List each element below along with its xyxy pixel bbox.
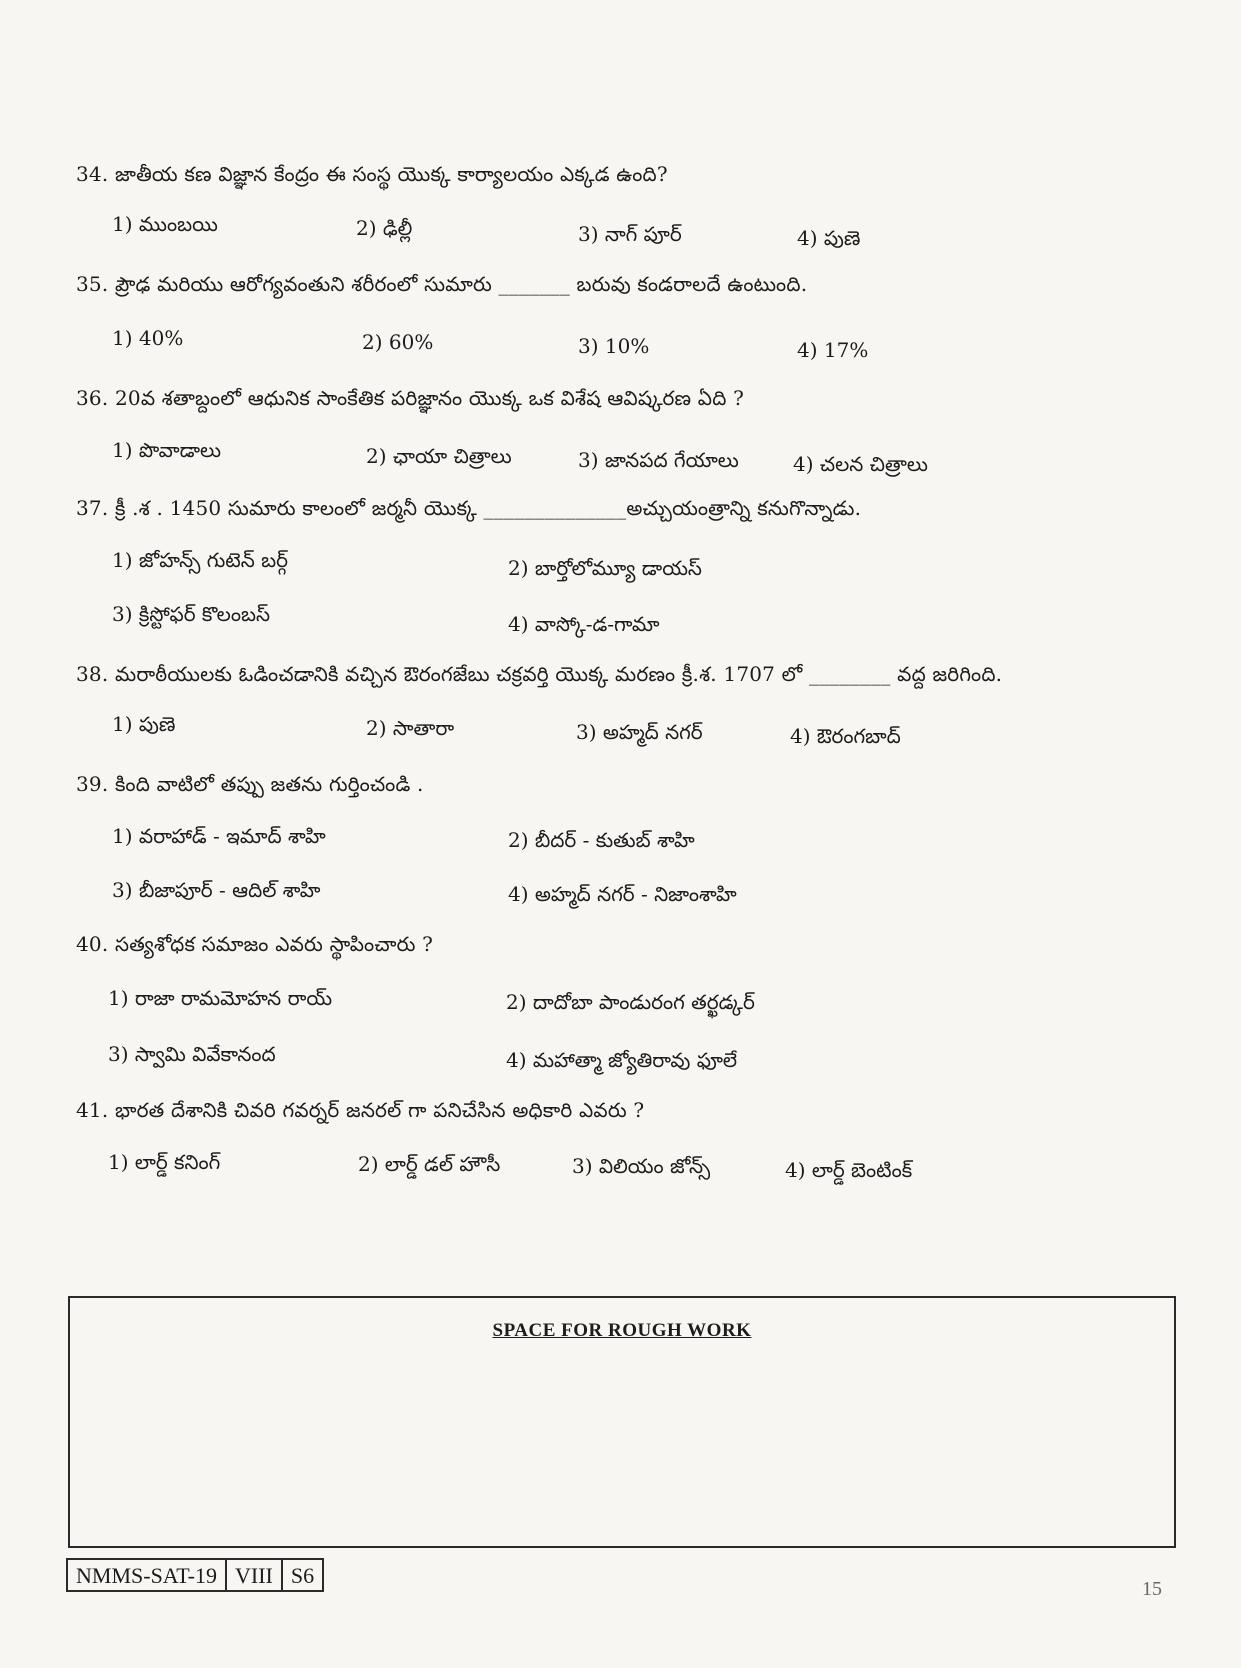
q38-option-2: 2) సాతారా bbox=[366, 716, 455, 740]
q34-option-3: 3) నాగ్ పూర్ bbox=[578, 222, 682, 246]
q34-option-4: 4) పుణె bbox=[797, 226, 861, 250]
question-36: 36. 20వ శతాబ్దంలో ఆధునిక సాంకేతిక పరిజ్ఞానం యొక్క ఒక విశేష ఆవిష్కరణ ఏది ? bbox=[76, 386, 745, 410]
q41-option-3: 3) విలియం జోన్స్ bbox=[572, 1154, 711, 1178]
q35-option-3: 3) 10% bbox=[578, 334, 650, 358]
q41-option-1: 1) లార్డ్ కనింగ్ bbox=[108, 1150, 221, 1174]
q39-option-2: 2) బీదర్ - కుతుబ్ శాహి bbox=[508, 828, 695, 852]
q40-option-2: 2) దాదోబా పాండురంగ తర్ఖడ్కర్ bbox=[506, 990, 755, 1014]
rough-work-title: SPACE FOR ROUGH WORK bbox=[492, 1320, 752, 1341]
question-40: 40. సత్యశోధక సమాజం ఎవరు స్థాపించారు ? bbox=[76, 932, 434, 956]
q39-option-1: 1) వరాహాడ్ - ఇమాద్ శాహి bbox=[112, 824, 326, 848]
q37-option-4: 4) వాస్కో-డ-గామా bbox=[508, 612, 660, 636]
exam-set: S6 bbox=[290, 1563, 315, 1588]
exam-class: VIII bbox=[227, 1560, 283, 1590]
rough-work-box bbox=[68, 1296, 1176, 1548]
q40-option-1: 1) రాజా రామమోహన రాయ్ bbox=[108, 986, 333, 1010]
q35-option-2: 2) 60% bbox=[362, 330, 434, 354]
q35-option-1: 1) 40% bbox=[112, 326, 184, 350]
q39-option-4: 4) అహ్మద్ నగర్ - నిజాంశాహి bbox=[508, 882, 737, 906]
q37-option-1: 1) జోహన్స్ గుటెన్ బర్గ్ bbox=[112, 548, 288, 572]
q36-option-4: 4) చలన చిత్రాలు bbox=[793, 452, 928, 476]
q36-option-2: 2) ఛాయా చిత్రాలు bbox=[366, 444, 512, 468]
question-37: 37. క్రీ .శ . 1450 సుమారు కాలంలో జర్మనీ యొక్క ______________అచ్చుయంత్రాన్ని కనుగొన్నాడు. bbox=[76, 496, 862, 520]
q35-option-4: 4) 17% bbox=[797, 338, 869, 362]
question-34: 34. జాతీయ కణ విజ్ఞాన కేంద్రం ఈ సంస్థ యొక్క కార్యాలయం ఎక్కడ ఉంది? bbox=[76, 162, 668, 186]
q34-option-2: 2) ఢిల్లీ bbox=[356, 216, 413, 240]
exam-code: NMMS-SAT-19 bbox=[68, 1560, 227, 1590]
q41-option-2: 2) లార్డ్ డల్ హౌసీ bbox=[358, 1152, 501, 1176]
q38-option-4: 4) ఔరంగబాద్ bbox=[790, 724, 901, 748]
q38-option-1: 1) పుణె bbox=[112, 712, 176, 736]
q39-option-3: 3) బీజాపూర్ - ఆదిల్ శాహి bbox=[112, 878, 321, 902]
q34-option-1: 1) ముంబయి bbox=[112, 212, 218, 236]
q40-option-3: 3) స్వామి వివేకానంద bbox=[108, 1042, 276, 1066]
q40-option-4: 4) మహాత్మా జ్యోతిరావు ఫూలే bbox=[506, 1048, 738, 1072]
q37-option-3: 3) క్రిస్టోఫర్ కొలంబస్ bbox=[112, 602, 271, 626]
q36-option-1: 1) పొవాడాలు bbox=[112, 438, 222, 462]
question-41: 41. భారత దేశానికి చివరి గవర్నర్ జనరల్ గా పనిచేసిన అధికారి ఎవరు ? bbox=[76, 1098, 645, 1122]
q36-option-3: 3) జానపద గేయాలు bbox=[578, 448, 739, 472]
exam-code-box bbox=[66, 1558, 324, 1592]
q38-option-3: 3) అహ్మద్ నగర్ bbox=[576, 720, 703, 744]
q37-option-2: 2) బార్తోలోమ్యూ డాయస్ bbox=[508, 556, 702, 580]
question-35: 35. ప్రౌఢ మరియు ఆరోగ్యవంతుని శరీరంలో సుమారు _______ బరువు కండరాలదే ఉంటుంది. bbox=[76, 272, 808, 296]
page-number: 15 bbox=[1142, 1578, 1162, 1600]
q41-option-4: 4) లార్డ్ బెంటింక్ bbox=[785, 1158, 913, 1182]
question-38: 38. మరాఠీయులకు ఓడించడానికి వచ్చిన ఔరంగజేబు చక్రవర్తి యొక్క మరణం క్రీ.శ. 1707 లో ________ వద్ద జరిగింది. bbox=[76, 662, 1003, 686]
question-39: 39. కింది వాటిలో తప్పు జతను గుర్తించండి . bbox=[76, 772, 424, 796]
